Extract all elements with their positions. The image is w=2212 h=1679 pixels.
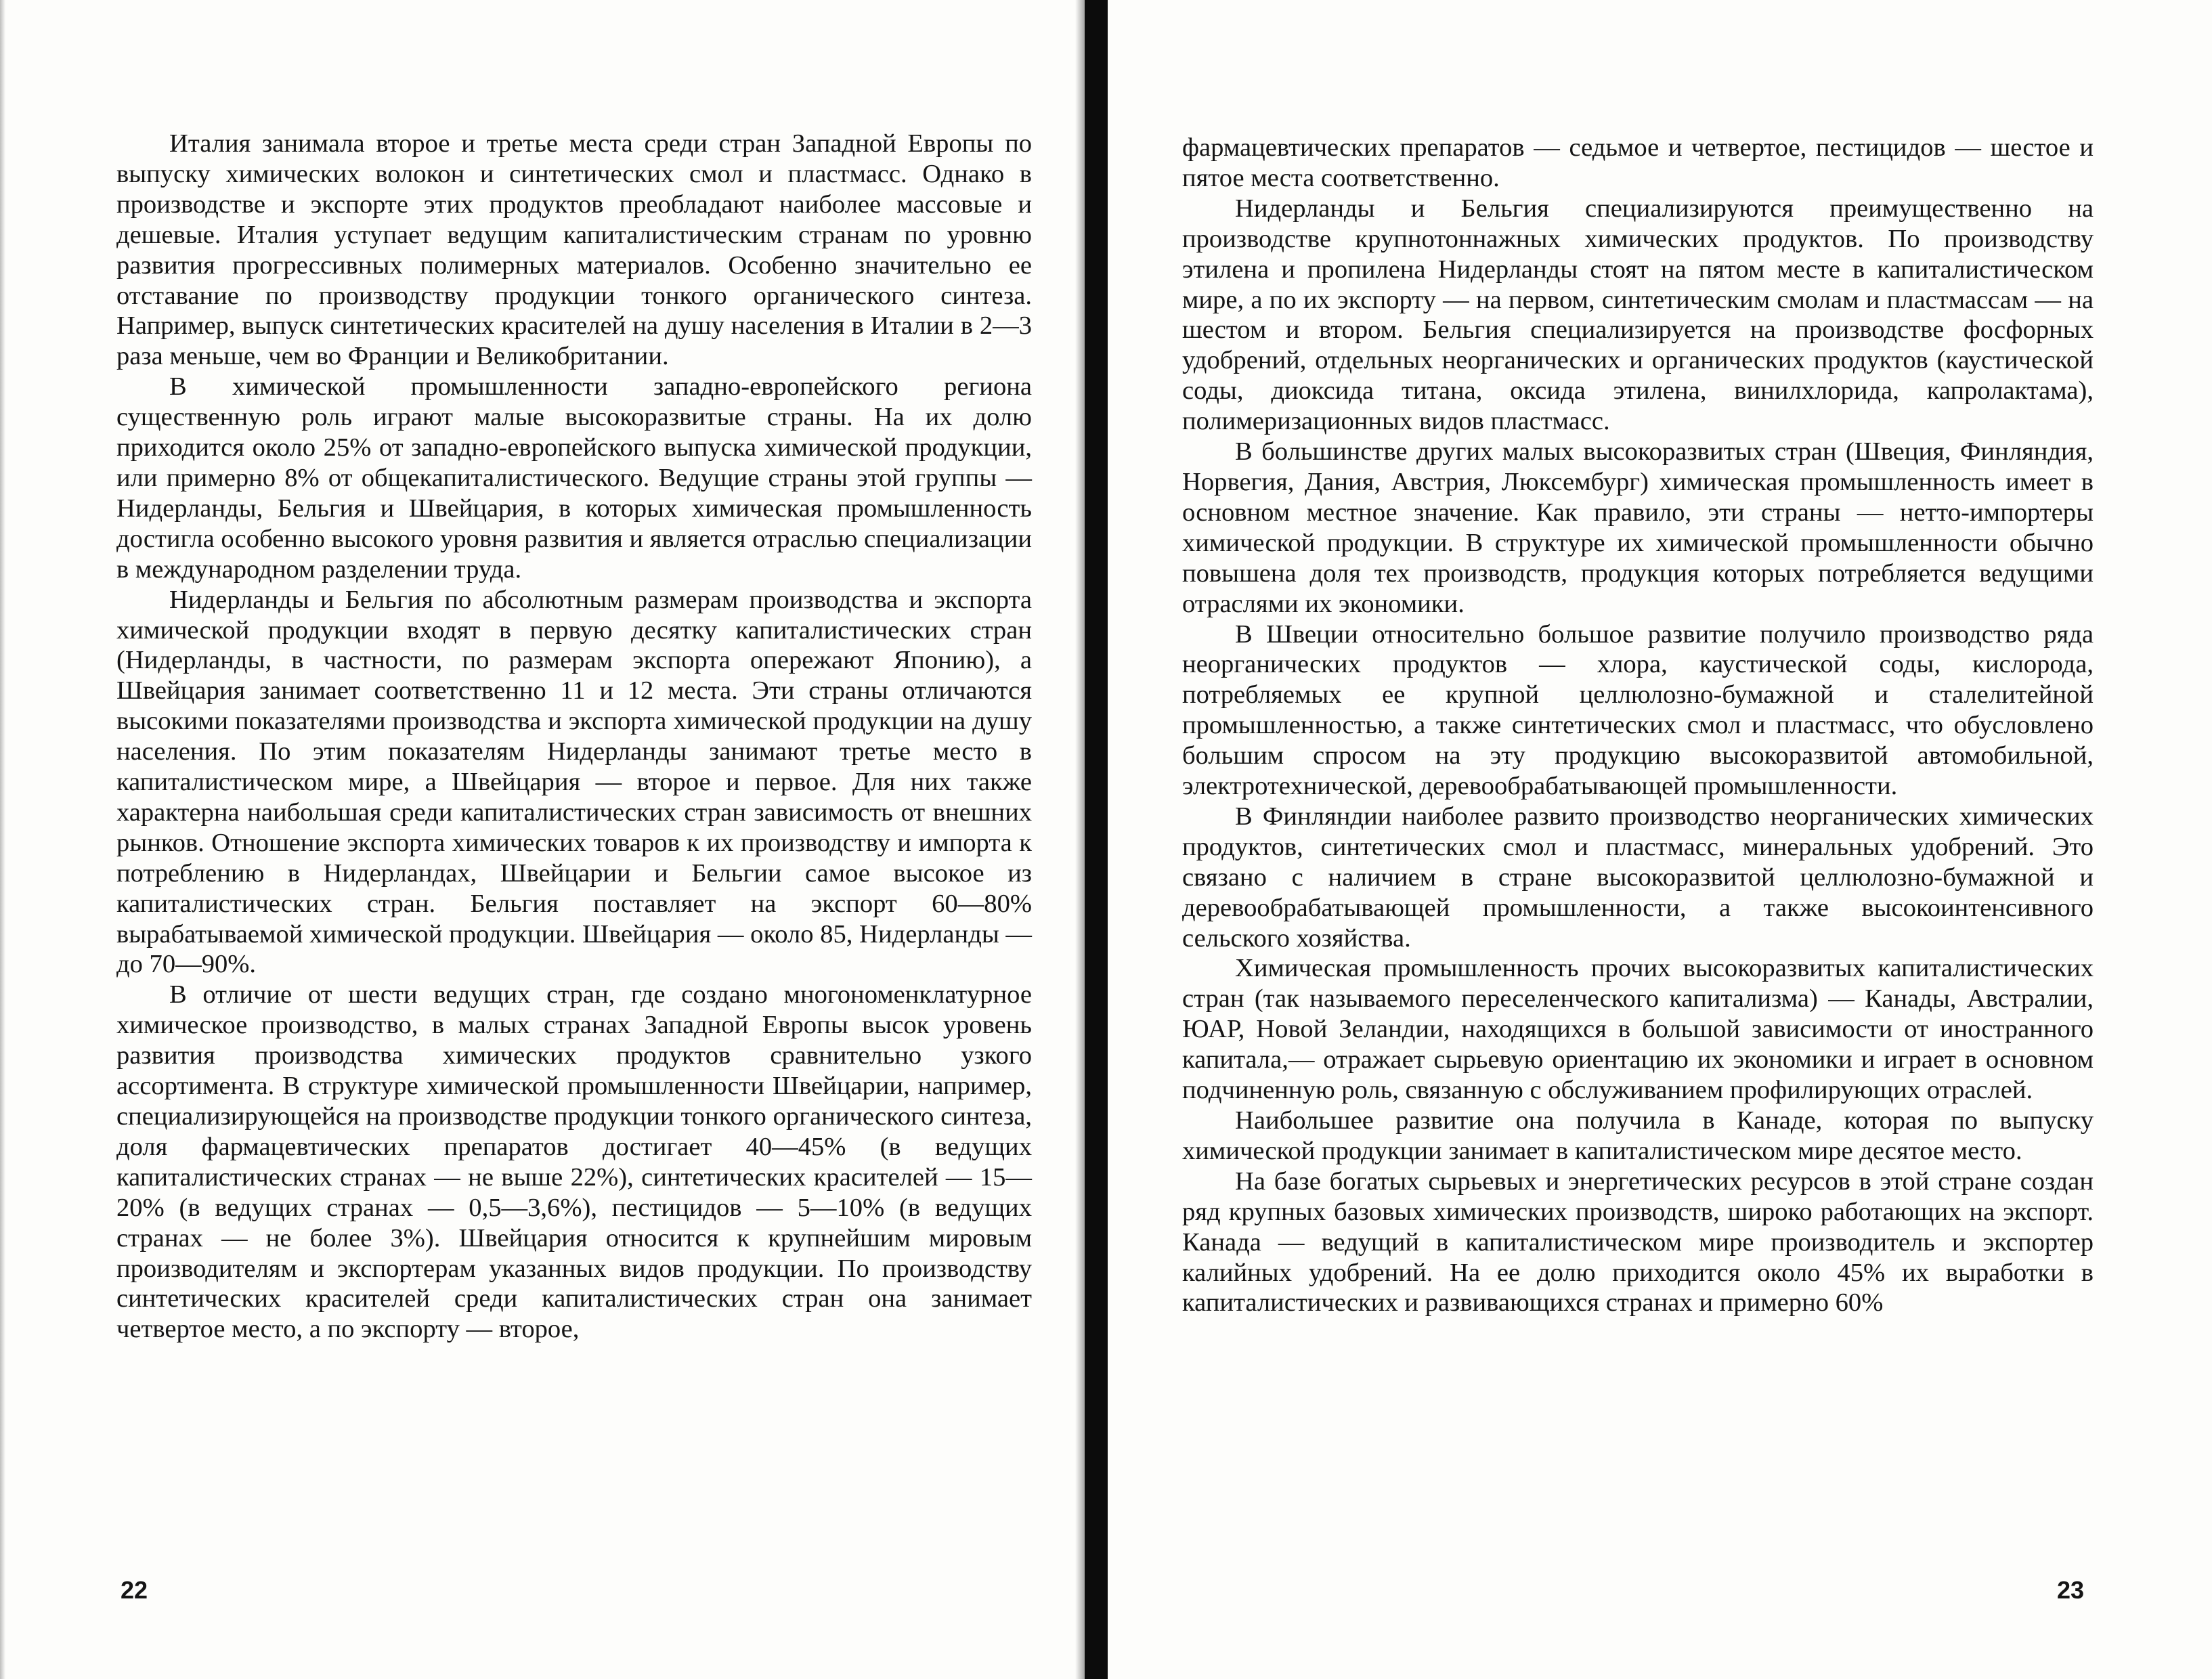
book-gutter bbox=[1085, 0, 1108, 1679]
right-page bbox=[1108, 0, 2212, 1679]
page-number-right: 23 bbox=[2057, 1576, 2085, 1604]
paragraph: Италия занимала второе и третье места среди стран Западной Европы по выпуску химических волокон и синтетических смол и пластмасс. Однако в производстве и экспорте этих продуктов преобладают наиболее массовые и дешевые. Италия уступает ведущим капиталистическим странам по уровню развития прогрессивных полимерных материалов. Особенно значительно ее отставание по производству продукции тонкого органического синтеза. Например, выпуск синтетических красителей на душу населения в Италии в 2—3 раза меньше, чем во Франции и Великобритании. bbox=[116, 129, 1032, 371]
left-page bbox=[0, 0, 1083, 1679]
page-number-left: 22 bbox=[121, 1576, 148, 1604]
left-page-text bbox=[116, 129, 1032, 1345]
paragraph: В Финляндии наиболее развито производство неорганических химических продуктов, синтетических смол и пластмасс, минеральных удобрений. Это связано с наличием в стране высокоразвитой целлюлозно-бумажной и деревообрабатывающей промышленности, а также высокоинтенсивного сельского хозяйства. bbox=[1182, 802, 2094, 953]
paragraph: На базе богатых сырьевых и энергетических ресурсов в этой стране создан ряд крупных базовых химических производств, широко работающих на экспорт. Канада — ведущий в капиталистическом мире производитель и экспортер калийных удобрений. На ее долю приходится около 45% их выработки в капиталистических и развивающихся странах и примерно 60% bbox=[1182, 1166, 2094, 1317]
paragraph: В отличие от шести ведущих стран, где создано многономенклатурное химическое производство, в малых странах Западной Европы высок уровень развития производства химических продуктов сравнительно узкого ассортимента. В структуре химической промышленности Швейцарии, например, специализирующейся на производстве продукции тонкого органического синтеза, доля фармацевтических препаратов достигает 40—45% (в ведущих капиталистических странах — не выше 22%), синтетических красителей — 15—20% (в ведущих странах — 0,5—3,6%), пестицидов — 5—10% (в ведущих странах — не более 3%). Швейцария относится к крупнейшим мировым производителям и экспортерам указанных видов продукции. По производству синтетических красителей среди капиталистических стран она занимает четвертое место, а по экспорту — второе, bbox=[116, 980, 1032, 1344]
gutter-shadow bbox=[1075, 0, 1085, 1679]
paragraph: Наибольшее развитие она получила в Канаде, которая по выпуску химической продукции занимает в капиталистическом мире десятое место. bbox=[1182, 1106, 2094, 1165]
right-page-text bbox=[1182, 133, 2094, 1318]
paragraph: В Швеции относительно большое развитие получило производство ряда неорганических продуктов — хлора, каустической соды, кислорода, потребляемых ее крупной целлюлозно-бумажной и сталелитейной промышленностью, а также синтетических смол и пластмасс, что обусловлено большим спросом на эту продукцию высокоразвитой автомобильной, электротехнической, деревообрабатывающей промышленности. bbox=[1182, 619, 2094, 801]
paragraph: В большинстве других малых высокоразвитых стран (Швеция, Финляндия, Норвегия, Дания, Австрия, Люксембург) химическая промышленность имеет в основном местное значение. Как правило, эти страны — нетто-импортеры химической продукции. В структуре их химической промышленности обычно повышена доля тех производств, продукция которых потребляется ведущими отраслями их экономики. bbox=[1182, 437, 2094, 618]
paragraph-continuation: фармацевтических препаратов — седьмое и четвертое, пестицидов — шестое и пятое места соответственно. bbox=[1182, 133, 2094, 192]
paragraph: Химическая промышленность прочих высокоразвитых капиталистических стран (так называемого переселенческого капитализма) — Канады, Австралии, ЮАР, Новой Зеландии, находящихся в большой зависимости от иностранного капитала,— отражает сырьевую ориентацию их экономики и играет в основном подчиненную роль, связанную с обслуживанием профилирующих отраслей. bbox=[1182, 954, 2094, 1105]
paragraph: В химической промышленности западно-европейского региона существенную роль играют малые высокоразвитые страны. На их долю приходится около 25% от западно-европейского выпуска химической продукции, или примерно 8% от общекапиталистического. Ведущие страны этой группы — Нидерланды, Бельгия и Швейцария, в которых химическая промышленность достигла особенно высокого уровня развития и является отраслью специализации в международном разделении труда. bbox=[116, 372, 1032, 584]
paragraph: Нидерланды и Бельгия специализируются преимущественно на производстве крупнотоннажных химических продуктов. По производству этилена и пропилена Нидерланды стоят на пятом месте в капиталистическом мире, а по их экспорту — на первом, синтетическим смолам и пластмассам — на шестом и втором. Бельгия специализируется на производстве фосфорных удобрений, отдельных неорганических и органических продуктов (каустической соды, диоксида титана, оксида этилена, винилхлорида, капролактама), полимеризационных видов пластмасс. bbox=[1182, 194, 2094, 436]
paragraph: Нидерланды и Бельгия по абсолютным размерам производства и экспорта химической продукции входят в первую десятку капиталистических стран (Нидерланды, в частности, по размерам экспорта опережают Японию), а Швейцария занимает соответственно 11 и 12 места. Эти страны отличаются высокими показателями производства и экспорта химической продукции на душу населения. По этим показателям Нидерланды занимают третье место в капиталистическом мире, а Швейцария — второе и первое. Для них также характерна наибольшая среди капиталистических стран зависимость от внешних рынков. Отношение экспорта химических товаров к их производству и импорта к потреблению в Нидерландах, Швейцарии и Бельгии самое высокое из капиталистических стран. Бельгия поставляет на экспорт 60—80% вырабатываемой химической продукции. Швейцария — около 85, Нидерланды — до 70—90%. bbox=[116, 585, 1032, 979]
